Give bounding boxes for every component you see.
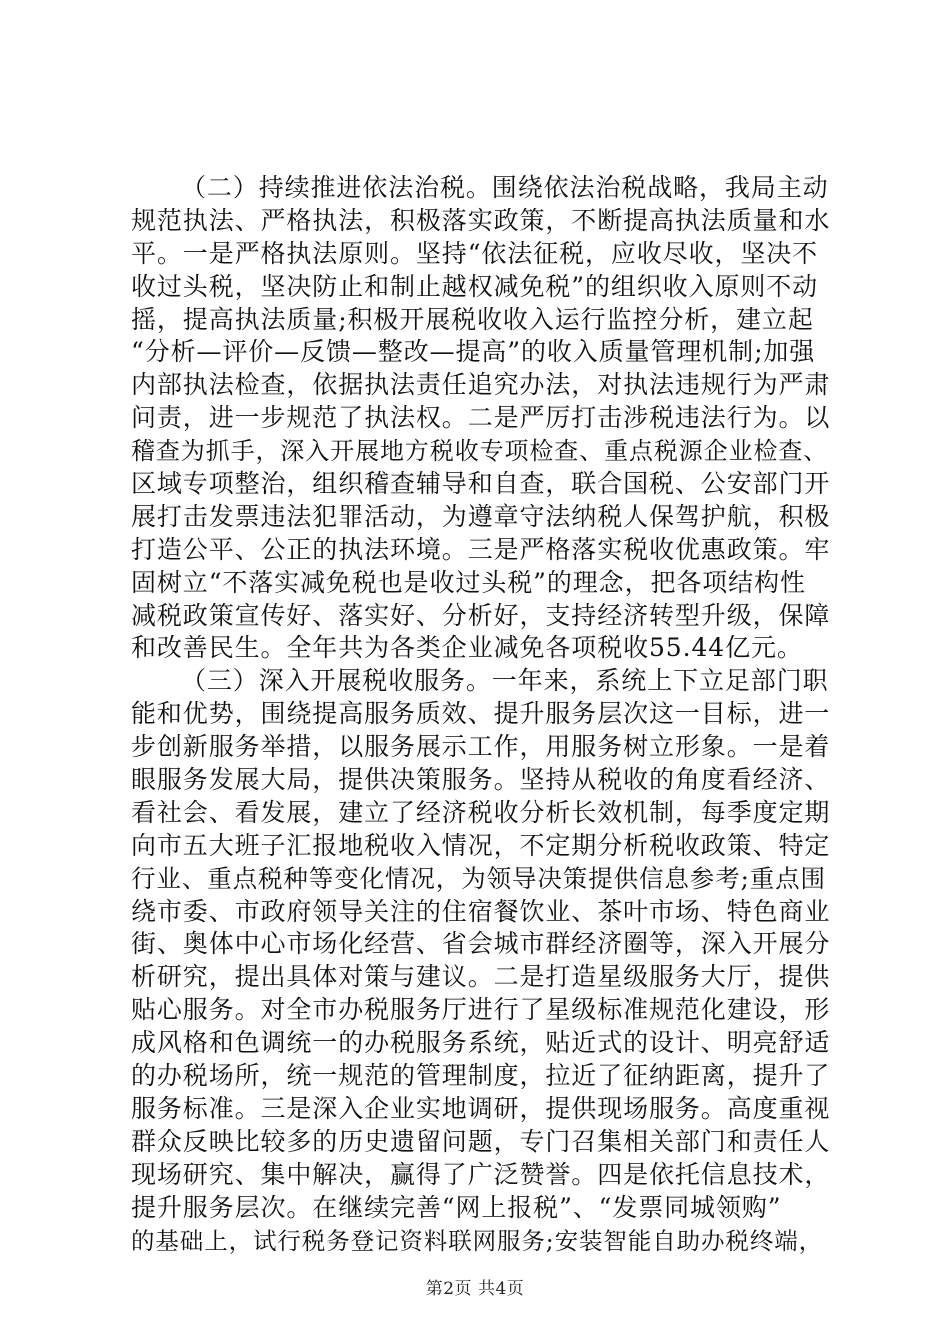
text-line: 内部执法检查，依据执法责任追究办法，对执法违规行为严肃	[131, 370, 831, 400]
text-line: 绕市委、市政府领导关注的住宿餐饮业、茶叶市场、特色商业	[131, 896, 831, 926]
text-line: 向市五大班子汇报地税收入情况，不定期分析税收政策、特定	[131, 830, 831, 860]
text-line: 摇，提高执法质量;积极开展税收收入运行监控分析，建立起	[131, 304, 814, 334]
text-line: 减税政策宣传好、落实好、分析好，支持经济转型升级，保障	[131, 600, 831, 630]
text-line: 区域专项整治，组织稽查辅导和自查，联合国税、公安部门开	[131, 469, 831, 499]
text-line: 析研究，提出具体对策与建议。二是打造星级服务大厅，提供	[131, 962, 831, 992]
text-line: 收过头税，坚决防止和制止越权减免税”的组织收入原则不动	[131, 271, 819, 301]
text-line: 看社会、看发展，建立了经济税收分析长效机制，每季度定期	[131, 797, 831, 827]
text-line: 现场研究、集中解决，赢得了广泛赞誉。四是依托信息技术，	[131, 1159, 831, 1189]
text-line: 眼服务发展大局，提供决策服务。坚持从税收的角度看经济、	[131, 765, 831, 795]
text-line: “分析—评价—反馈—整改—提高”的收入质量管理机制;加强	[131, 337, 816, 367]
text-line: 打造公平、公正的执法环境。三是严格落实税收优惠政策。牢	[131, 534, 831, 564]
text-line: 步创新服务举措，以服务展示工作，用服务树立形象。一是着	[131, 732, 831, 762]
text-line: 的基础上，试行税务登记资料联网服务;安装智能自助办税终端，	[131, 1226, 824, 1255]
text-line: （三）深入开展税收服务。一年来，系统上下立足部门职	[181, 666, 829, 696]
text-line: 服务标准。三是深入企业实地调研，提供现场服务。高度重视	[131, 1093, 831, 1123]
text-line: 贴心服务。对全市办税服务厅进行了星级标准规范化建设，形	[131, 995, 831, 1025]
text-line: 和改善民生。全年共为各类企业减免各项税收55.44亿元。	[131, 633, 803, 663]
text-line: 行业、重点税种等变化情况，为领导决策提供信息参考;重点围	[131, 863, 826, 893]
text-line: （二）持续推进依法治税。围绕依法治税战略，我局主动	[181, 173, 829, 202]
text-line: 稽查为抓手，深入开展地方税收专项检查、重点税源企业检查、	[131, 437, 829, 466]
document-body	[131, 172, 831, 1257]
text-line: 问责，进一步规范了执法权。二是严厉打击涉税违法行为。以	[131, 403, 831, 433]
text-line: 能和优势，围绕提高服务质效、提升服务层次这一目标，进一	[131, 699, 831, 729]
text-line: 展打击发票违法犯罪活动，为遵章守法纳税人保驾护航，积极	[131, 501, 831, 531]
text-line: 街、奥体中心市场化经营、省会城市群经济圈等，深入开展分	[131, 929, 831, 959]
text-line: 平。一是严格执法原则。坚持“依法征税，应收尽收，坚决不	[131, 238, 819, 268]
text-line: 成风格和色调统一的办税服务系统，贴近式的设计、明亮舒适	[131, 1028, 831, 1058]
text-line: 的办税场所，统一规范的管理制度，拉近了征纳距离，提升了	[131, 1061, 831, 1091]
text-line: 提升服务层次。在继续完善“网上报税”、“发票同城领购”	[131, 1192, 782, 1222]
page-footer: 第2页 共4页	[425, 1279, 525, 1299]
text-line: 固树立“不落实减免税也是收过头税”的理念，把各项结构性	[131, 567, 806, 597]
text-line: 规范执法、严格执法，积极落实政策，不断提高执法质量和水	[131, 205, 831, 235]
text-line: 群众反映比较多的历史遗留问题，专门召集相关部门和责任人	[131, 1126, 831, 1156]
